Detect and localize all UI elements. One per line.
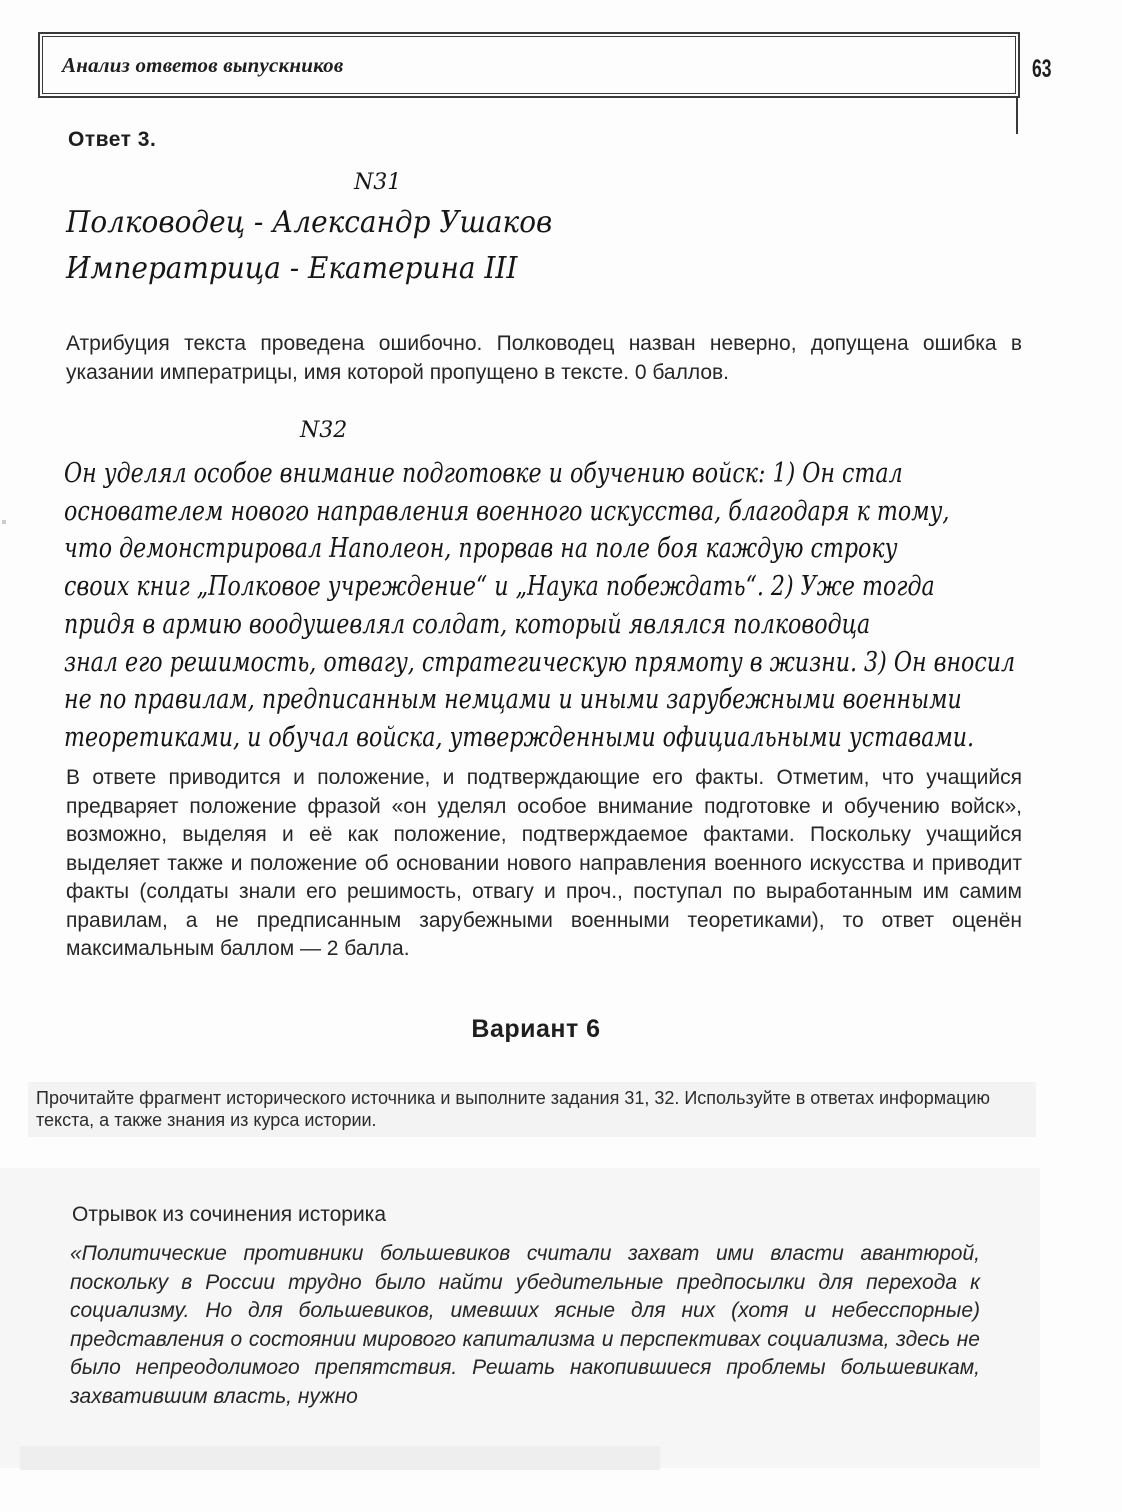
handwritten-line: что демонстрировал Наполеон, прорвав на поле боя каждую строку [64,533,898,565]
handwritten-line: Он уделял особое внимание подготовке и обучению войск: 1) Он стал [64,458,903,489]
question-32-label: N32 [300,418,348,443]
source-title: Отрывок из сочинения историка [72,1203,387,1226]
handwritten-answer-31 [66,200,552,292]
handwritten-answer-32 [64,455,1016,757]
handwritten-line: знал его решимость, отвагу, стратегическую прямоту в жизни. 3) Он вносил [64,646,1016,678]
handwritten-line: теоретиками, и обучал войска, утвержденными официальными уставами. [64,721,975,753]
handwritten-line: не по правилам, предписанным немцами и иными зарубежными военными [64,684,962,716]
answer-heading: Ответ 3. [68,128,157,151]
handwritten-line: своих книг „Полковое учреждение“ и „Наука побеждать“. 2) Уже тогда [64,571,935,603]
answer-31-comment: Атрибуция текста проведена ошибочно. Полководец назван неверно, допущена ошибка в указании императрицы, имя которой пропущено в тексте. 0 баллов. [66,332,1022,384]
task-instruction: Прочитайте фрагмент исторического источника и выполните задания 31, 32. Используйте в ответах информацию текста, а также знания из курса истории. [28,1082,1036,1137]
variant-heading: Вариант 6 [471,1015,601,1043]
page-number: 63 [1032,55,1052,83]
handwritten-line: Полководец - Александр Ушаков [66,205,553,240]
handwritten-line: Императрица - Екатерина III [66,251,518,286]
running-header-title: Анализ ответов выпускников [62,53,344,77]
source-panel-footer-shade [20,1446,660,1470]
header-divider [1016,98,1018,134]
handwritten-line: придя в армию воодушевлял солдат, который являлся полководца [64,608,871,640]
source-text: «Политические противники большевиков считали захват ими власти авантюрой, поскольку в России трудно было найти убедительные предпосылки для перехода к социализму. Но для большевиков, имевших ясные для них (хотя и небесспорные) представления о состоянии мирового капитализма и перспективах социализма, здесь не было непреодолимого препятствия. Решать накопившиеся проблемы большевикам, захватившим власть, нужно [70,1242,980,1408]
scan-mark [2,520,6,524]
handwritten-line: основателем нового направления военного искусства, благодаря к тому, [64,495,950,527]
answer-32-comment: В ответе приводится и положение, и подтверждающие его факты. Отметим, что учащийся предваряет положение фразой «он уделял особое внимание подготовке и обучению войск», возможно, выделяя и её как положение, подтверждаемое фактами. Поскольку учащийся выделяет также и положение об основании нового направления военного искусства и приводит факты (солдаты знали его решимость, отвагу и проч., поступал по выработанным им самим правилам, а не предписанным зарубежными военными теоретиками), то ответ оценён максимальным баллом — 2 балла. [66,766,1022,960]
question-31-label: N31 [354,170,402,195]
